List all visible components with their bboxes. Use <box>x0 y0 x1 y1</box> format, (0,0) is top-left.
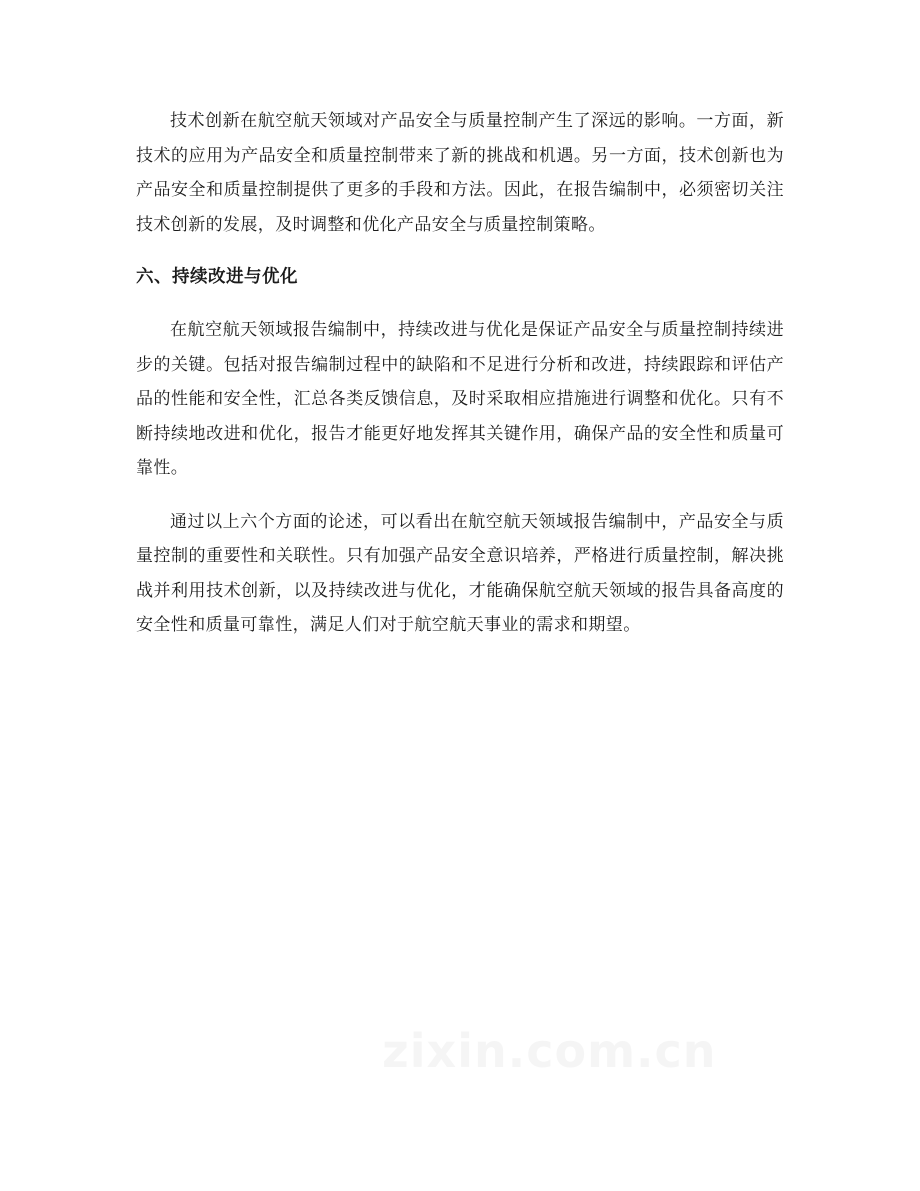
paragraph-continuous-improvement: 在航空航天领域报告编制中，持续改进与优化是保证产品安全与质量控制持续进步的关键。包括对报告编制过程中的缺陷和不足进行分析和改进，持续跟踪和评估产品的性能和安全性，汇总各类反馈信息，及时采取相应措施进行调整和优化。只有不断持续地改进和优化，报告才能更好地发挥其关键作用，确保产品的安全性和质量可靠性。 <box>136 320 784 478</box>
watermark: zixin.com.cn <box>382 1024 717 1078</box>
document-body <box>136 104 784 643</box>
section-heading: 六、持续改进与优化 <box>136 267 298 287</box>
paragraph-conclusion: 通过以上六个方面的论述，可以看出在航空航天领域报告编制中，产品安全与质量控制的重要性和关联性。只有加强产品安全意识培养，严格进行质量控制，解决挑战并利用技术创新，以及持续改进与优化，才能确保航空航天领域的报告具备高度的安全性和质量可靠性，满足人们对于航空航天事业的需求和期望。 <box>136 511 784 635</box>
paragraph-tech-innovation: 技术创新在航空航天领域对产品安全与质量控制产生了深远的影响。一方面，新技术的应用为产品安全和质量控制带来了新的挑战和机遇。另一方面，技术创新也为产品安全和质量控制提供了更多的手段和方法。因此，在报告编制中，必须密切关注技术创新的发展，及时调整和优化产品安全与质量控制策略。 <box>136 111 784 235</box>
